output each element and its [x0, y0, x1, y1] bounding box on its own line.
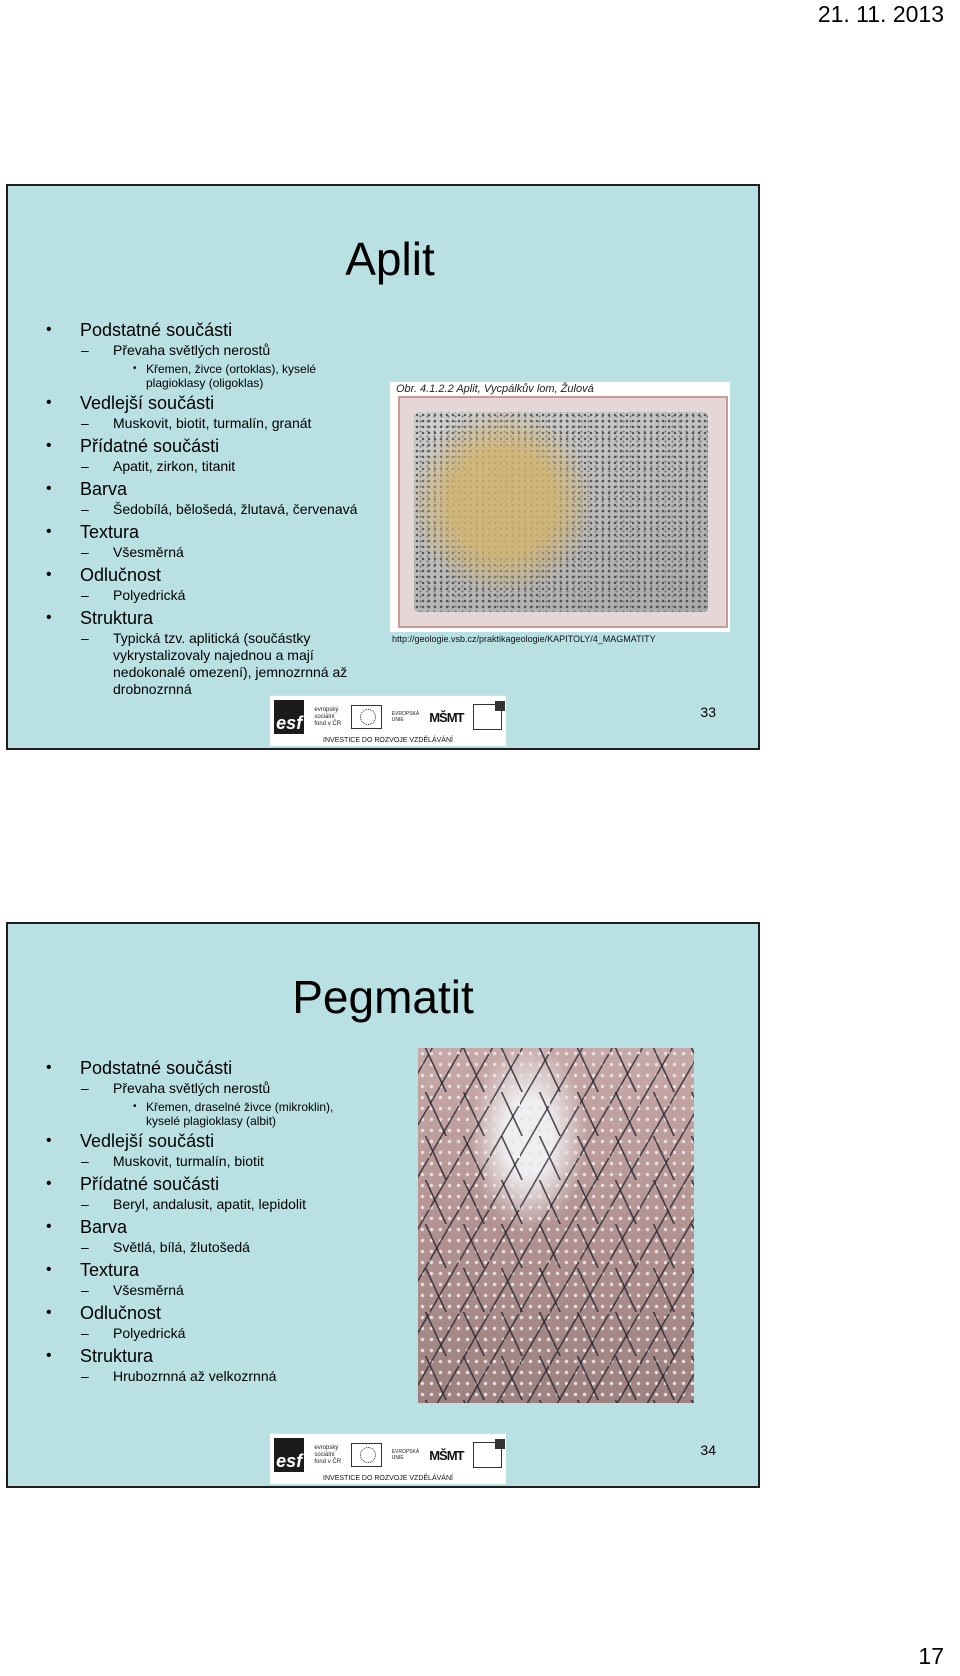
bullet-item: • Textura: [46, 1259, 366, 1281]
bullet-list: [46, 318, 366, 701]
photo-caption: Obr. 4.1.2.2 Aplit, Vycpálkův lom, Žulová: [396, 383, 594, 395]
esf-text: evropský sociální fond v ČR: [314, 1444, 342, 1465]
sub-bullet: – Převaha světlých nerostů: [46, 1080, 366, 1097]
source-url: http://geologie.vsb.cz/praktikageologie/KAPITOLY/4_MAGMATITY: [392, 634, 656, 644]
bullet-item: • Textura: [46, 521, 366, 543]
bullet-item: • Struktura: [46, 1345, 366, 1367]
op-logo-icon: [473, 704, 502, 730]
sub-bullet: – Muskovit, turmalín, biotit: [46, 1153, 366, 1170]
msmt-logo: MŠMT: [429, 709, 464, 725]
msmt-logo: MŠMT: [429, 1447, 464, 1463]
sub-bullet: – Polyedrická: [46, 587, 366, 604]
bullet-item: • Podstatné součásti: [46, 1057, 366, 1079]
sub-sub-bullet: • Křemen, živce (ortoklas), kyselé plagioklasy (oligoklas): [46, 362, 366, 390]
sub-bullet: – Všesměrná: [46, 1282, 366, 1299]
bullet-item: • Přídatné součásti: [46, 1173, 366, 1195]
photo-frame: [398, 396, 728, 628]
sub-bullet: – Šedobílá, bělošedá, žlutavá, červenavá: [46, 501, 366, 518]
bullet-list: [46, 1056, 366, 1388]
aplit-photo: [390, 382, 730, 632]
sub-bullet: – Typická tzv. aplitická (součástky vykrystalizovaly najednou a mají nedokonalé omezení), jemnozrnná až drobnozrnná: [46, 630, 366, 698]
footer-strip-text: INVESTICE DO ROZVOJE VZDĚLÁVÁNÍ: [323, 1475, 453, 1482]
eu-flag-icon: [351, 1443, 382, 1467]
sub-bullet: – Světlá, bílá, žlutošedá: [46, 1239, 366, 1256]
slide-aplit: [6, 184, 760, 750]
bullet-item: • Vedlejší součásti: [46, 392, 366, 414]
bullet-item: • Podstatné součásti: [46, 319, 366, 341]
bullet-item: • Barva: [46, 478, 366, 500]
footer-logo-strip: [270, 695, 506, 746]
esf-logo: esf: [274, 700, 304, 734]
sub-bullet: – Muskovit, biotit, turmalín, granát: [46, 415, 366, 432]
bullet-item: • Vedlejší součásti: [46, 1130, 366, 1152]
bullet-item: • Odlučnost: [46, 1302, 366, 1324]
slide-number: 33: [700, 704, 716, 720]
date: 21. 11. 2013: [817, 1, 944, 27]
sub-bullet: – Polyedrická: [46, 1325, 366, 1342]
pegmatit-photo: [418, 1048, 694, 1403]
bullet-item: • Přídatné součásti: [46, 435, 366, 457]
sub-bullet: – Hrubozrnná až velkozrnná: [46, 1368, 366, 1385]
slide-title: Aplit: [345, 233, 435, 285]
sub-bullet: – Beryl, andalusit, apatit, lepidolit: [46, 1196, 366, 1213]
op-logo-icon: [473, 1442, 502, 1468]
slide-title: Pegmatit: [292, 971, 474, 1023]
eu-text: EVROPSKÁ UNIE: [391, 1449, 420, 1461]
eu-text: EVROPSKÁ UNIE: [391, 711, 420, 723]
page-number: 17: [918, 1643, 944, 1669]
sub-bullet: – Apatit, zirkon, titanit: [46, 458, 366, 475]
footer-logo-strip: [270, 1433, 506, 1484]
esf-text: evropský sociální fond v ČR: [314, 706, 342, 727]
sub-bullet: – Převaha světlých nerostů: [46, 342, 366, 359]
sub-sub-bullet: • Křemen, draselné živce (mikroklin), kyselé plagioklasy (albit): [46, 1100, 366, 1128]
slide-pegmatit: [6, 922, 760, 1488]
bullet-item: • Odlučnost: [46, 564, 366, 586]
sub-bullet: – Všesměrná: [46, 544, 366, 561]
bullet-item: • Barva: [46, 1216, 366, 1238]
eu-flag-icon: [351, 705, 382, 729]
esf-logo: esf: [274, 1438, 304, 1472]
footer-strip-text: INVESTICE DO ROZVOJE VZDĚLÁVÁNÍ: [323, 737, 453, 744]
bullet-item: • Struktura: [46, 607, 366, 629]
aplit-rock-image: [414, 412, 708, 612]
slide-number: 34: [700, 1442, 716, 1458]
